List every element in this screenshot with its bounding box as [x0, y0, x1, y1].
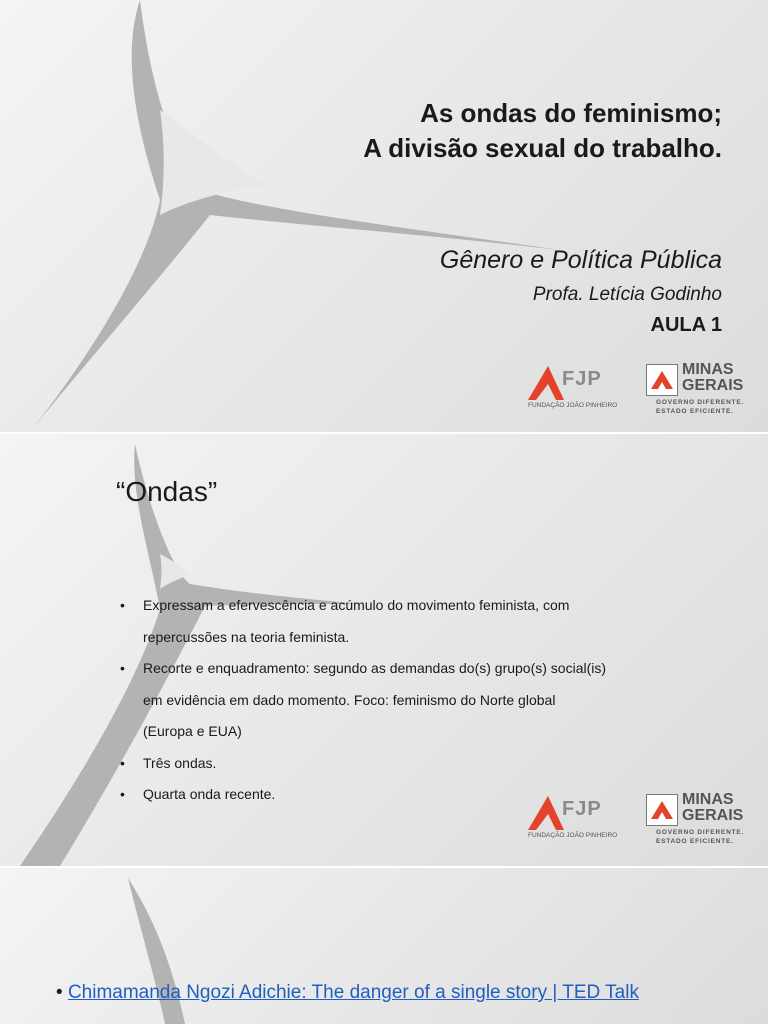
mg-tagline: GOVERNO DIFERENTE. ESTADO EFICIENTE.	[656, 829, 745, 845]
mg-wordmark: MINAS GERAIS	[682, 791, 744, 824]
course-subtitle: Gênero e Política Pública	[439, 246, 722, 274]
footer-logos	[526, 362, 756, 422]
bullet-dot: •	[120, 786, 125, 802]
minas-gerais-logo	[646, 792, 756, 848]
fjp-logo	[526, 792, 621, 844]
bullet-item: • Quarta onda recente.	[120, 779, 680, 811]
title-slide	[0, 0, 768, 432]
bullet-item: • Três ondas.	[120, 748, 680, 780]
bullet-item: • Expressam a efervescência e acúmulo do movimento feminista, com repercussões na teoria feminista.	[120, 590, 680, 653]
fjp-logo	[526, 362, 621, 414]
video-link-item	[56, 982, 639, 1004]
slide-title	[363, 96, 722, 166]
fjp-caption: FUNDAÇÃO JOÃO PINHEIRO	[528, 402, 618, 409]
bullet-item: • Recorte e enquadramento: segundo as demandas do(s) grupo(s) social(is) em evidência em dado momento. Foco: feminismo do Norte global (Europa e EUA)	[120, 653, 680, 748]
slide-heading: “Ondas”	[116, 476, 218, 507]
footer-logos	[526, 792, 756, 852]
title-line-2: A divisão sexual do trabalho.	[363, 133, 722, 163]
fjp-wordmark: FJP	[562, 798, 602, 820]
bullet-dot: •	[56, 982, 63, 1003]
professor-name: Profa. Letícia Godinho	[532, 284, 722, 305]
title-line-1: As ondas do feminismo;	[420, 98, 722, 128]
lesson-number: AULA 1	[650, 314, 722, 336]
fjp-triangle-icon	[526, 362, 566, 402]
mg-emblem-icon	[646, 794, 678, 826]
ted-talk-link[interactable]: Chimamanda Ngozi Adichie: The danger of a single story | TED Talk	[67, 982, 639, 1003]
bullet-dot: •	[120, 660, 125, 676]
mg-emblem-icon	[646, 364, 678, 396]
fjp-caption: FUNDAÇÃO JOÃO PINHEIRO	[528, 832, 618, 839]
video-link-slide	[0, 868, 768, 1024]
mg-wordmark: MINAS GERAIS	[682, 361, 744, 394]
bullet-list	[120, 590, 680, 811]
fjp-wordmark: FJP	[562, 368, 602, 390]
ondas-slide	[0, 434, 768, 866]
minas-gerais-logo	[646, 362, 756, 418]
bullet-dot: •	[120, 754, 125, 771]
bullet-dot: •	[120, 597, 125, 613]
fjp-triangle-icon	[526, 792, 566, 832]
mg-tagline: GOVERNO DIFERENTE. ESTADO EFICIENTE.	[656, 399, 745, 415]
